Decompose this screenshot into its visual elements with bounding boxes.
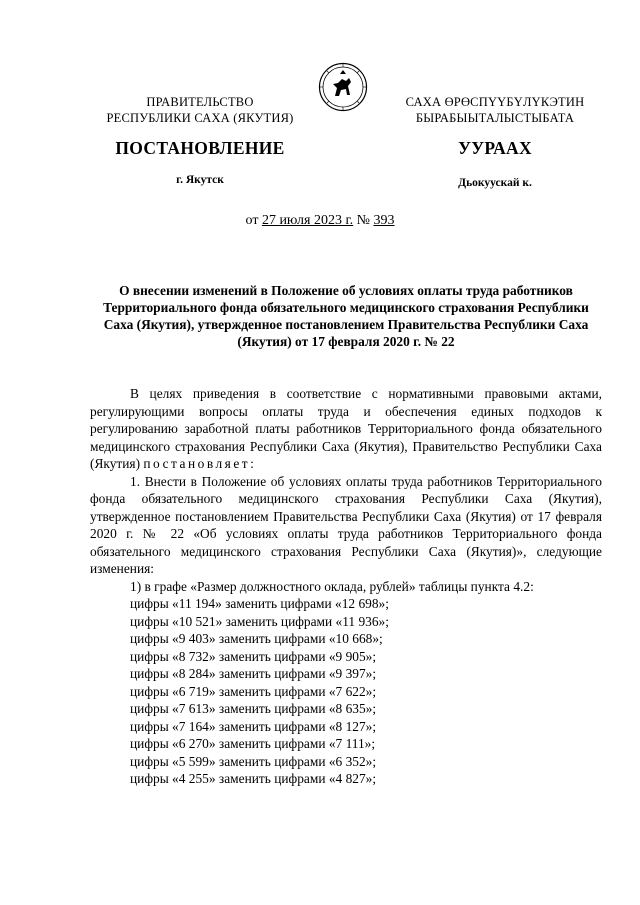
list-item: цифры «5 599» заменить цифрами «6 352»; [130,753,377,769]
left-org-line1: ПРАВИТЕЛЬСТВО [146,95,254,109]
list-item: цифры «4 255» заменить цифрами «4 827»; [130,771,377,786]
document-title: О внесении изменений в Положение об условиях оплаты труда работников Территориального фонда обязательного медицинского страхования Республики Саха (Якутия), утвержденное постановлением Правительства Республики Саха (Якутия) от 17 февраля 2020 г. № 22 [103,283,589,349]
right-doc-type: УУРААХ [458,138,532,158]
document-body [90,385,602,788]
subitem-1: 1) в графе «Размер должностного оклада, рублей» таблицы пункта 4.2: [130,578,534,594]
list-item: цифры «10 521» заменить цифрами «11 936»; [130,613,389,629]
document-date-line [0,213,640,229]
list-item: цифры «6 270» заменить цифрами «7 111»; [130,736,376,751]
list-item: цифры «8 284» заменить цифрами «9 397»; [130,666,377,681]
document-date: 27 июля 2023 г. [261,213,354,228]
list-item: цифры «6 719» заменить цифрами «7 622»; [130,683,377,699]
left-city: г. Якутск [176,174,224,186]
preamble-text: В целях приведения в соответствие с нормативными правовыми актами, регулирующими вопросы оплаты труда и обеспечения единых подходов к регулированию заработной платы работников Территориального фонда обязательного медицинского страхования Республики Саха (Якутия), Правительство Республики Саха (Якутия) [90,386,602,471]
date-prefix: от [245,213,262,228]
right-org-name [380,94,610,126]
left-org-name [95,94,305,126]
replacement-list [90,595,602,788]
list-item: цифры «9 403» заменить цифрами «10 668»; [130,631,383,646]
left-org-line2: РЕСПУБЛИКИ САХА (ЯКУТИЯ) [106,111,294,125]
document-number: 393 [373,213,395,228]
preamble-paragraph [90,385,602,473]
list-item: цифры «7 613» заменить цифрами «8 635»; [130,701,377,716]
list-item: цифры «11 194» заменить цифрами «12 698»; [130,596,389,611]
sakha-coat-of-arms-icon [318,62,368,112]
list-item: цифры «7 164» заменить цифрами «8 127»; [130,718,377,734]
item-1-paragraph: 1. Внести в Положение об условиях оплаты труда работников Территориального фонда обязательного медицинского страхования Республики Саха (Якутия), утвержденное постановлением Правительства Республики Саха (Якутия) от 17 февраля 2020 г. № 22 «Об условиях оплаты труда работников Территориального фонда обязательного медицинского страхования Республики Саха (Якутия)», следующие изменения: [90,473,602,576]
list-item: цифры «8 732» заменить цифрами «9 905»; [130,648,377,664]
right-city: Дьокуускай к. [458,177,532,189]
left-doc-type: ПОСТАНОВЛЕНИЕ [115,138,285,158]
right-org-line2: БЫРАБЫЫТАЛЫСТЫБАТА [415,111,575,125]
preamble-decree-word: постановляет: [143,456,257,471]
number-prefix: № [353,213,374,228]
right-org-line1: САХА ӨРӨСПҮҮБҮЛҮКЭТИН [405,95,585,109]
